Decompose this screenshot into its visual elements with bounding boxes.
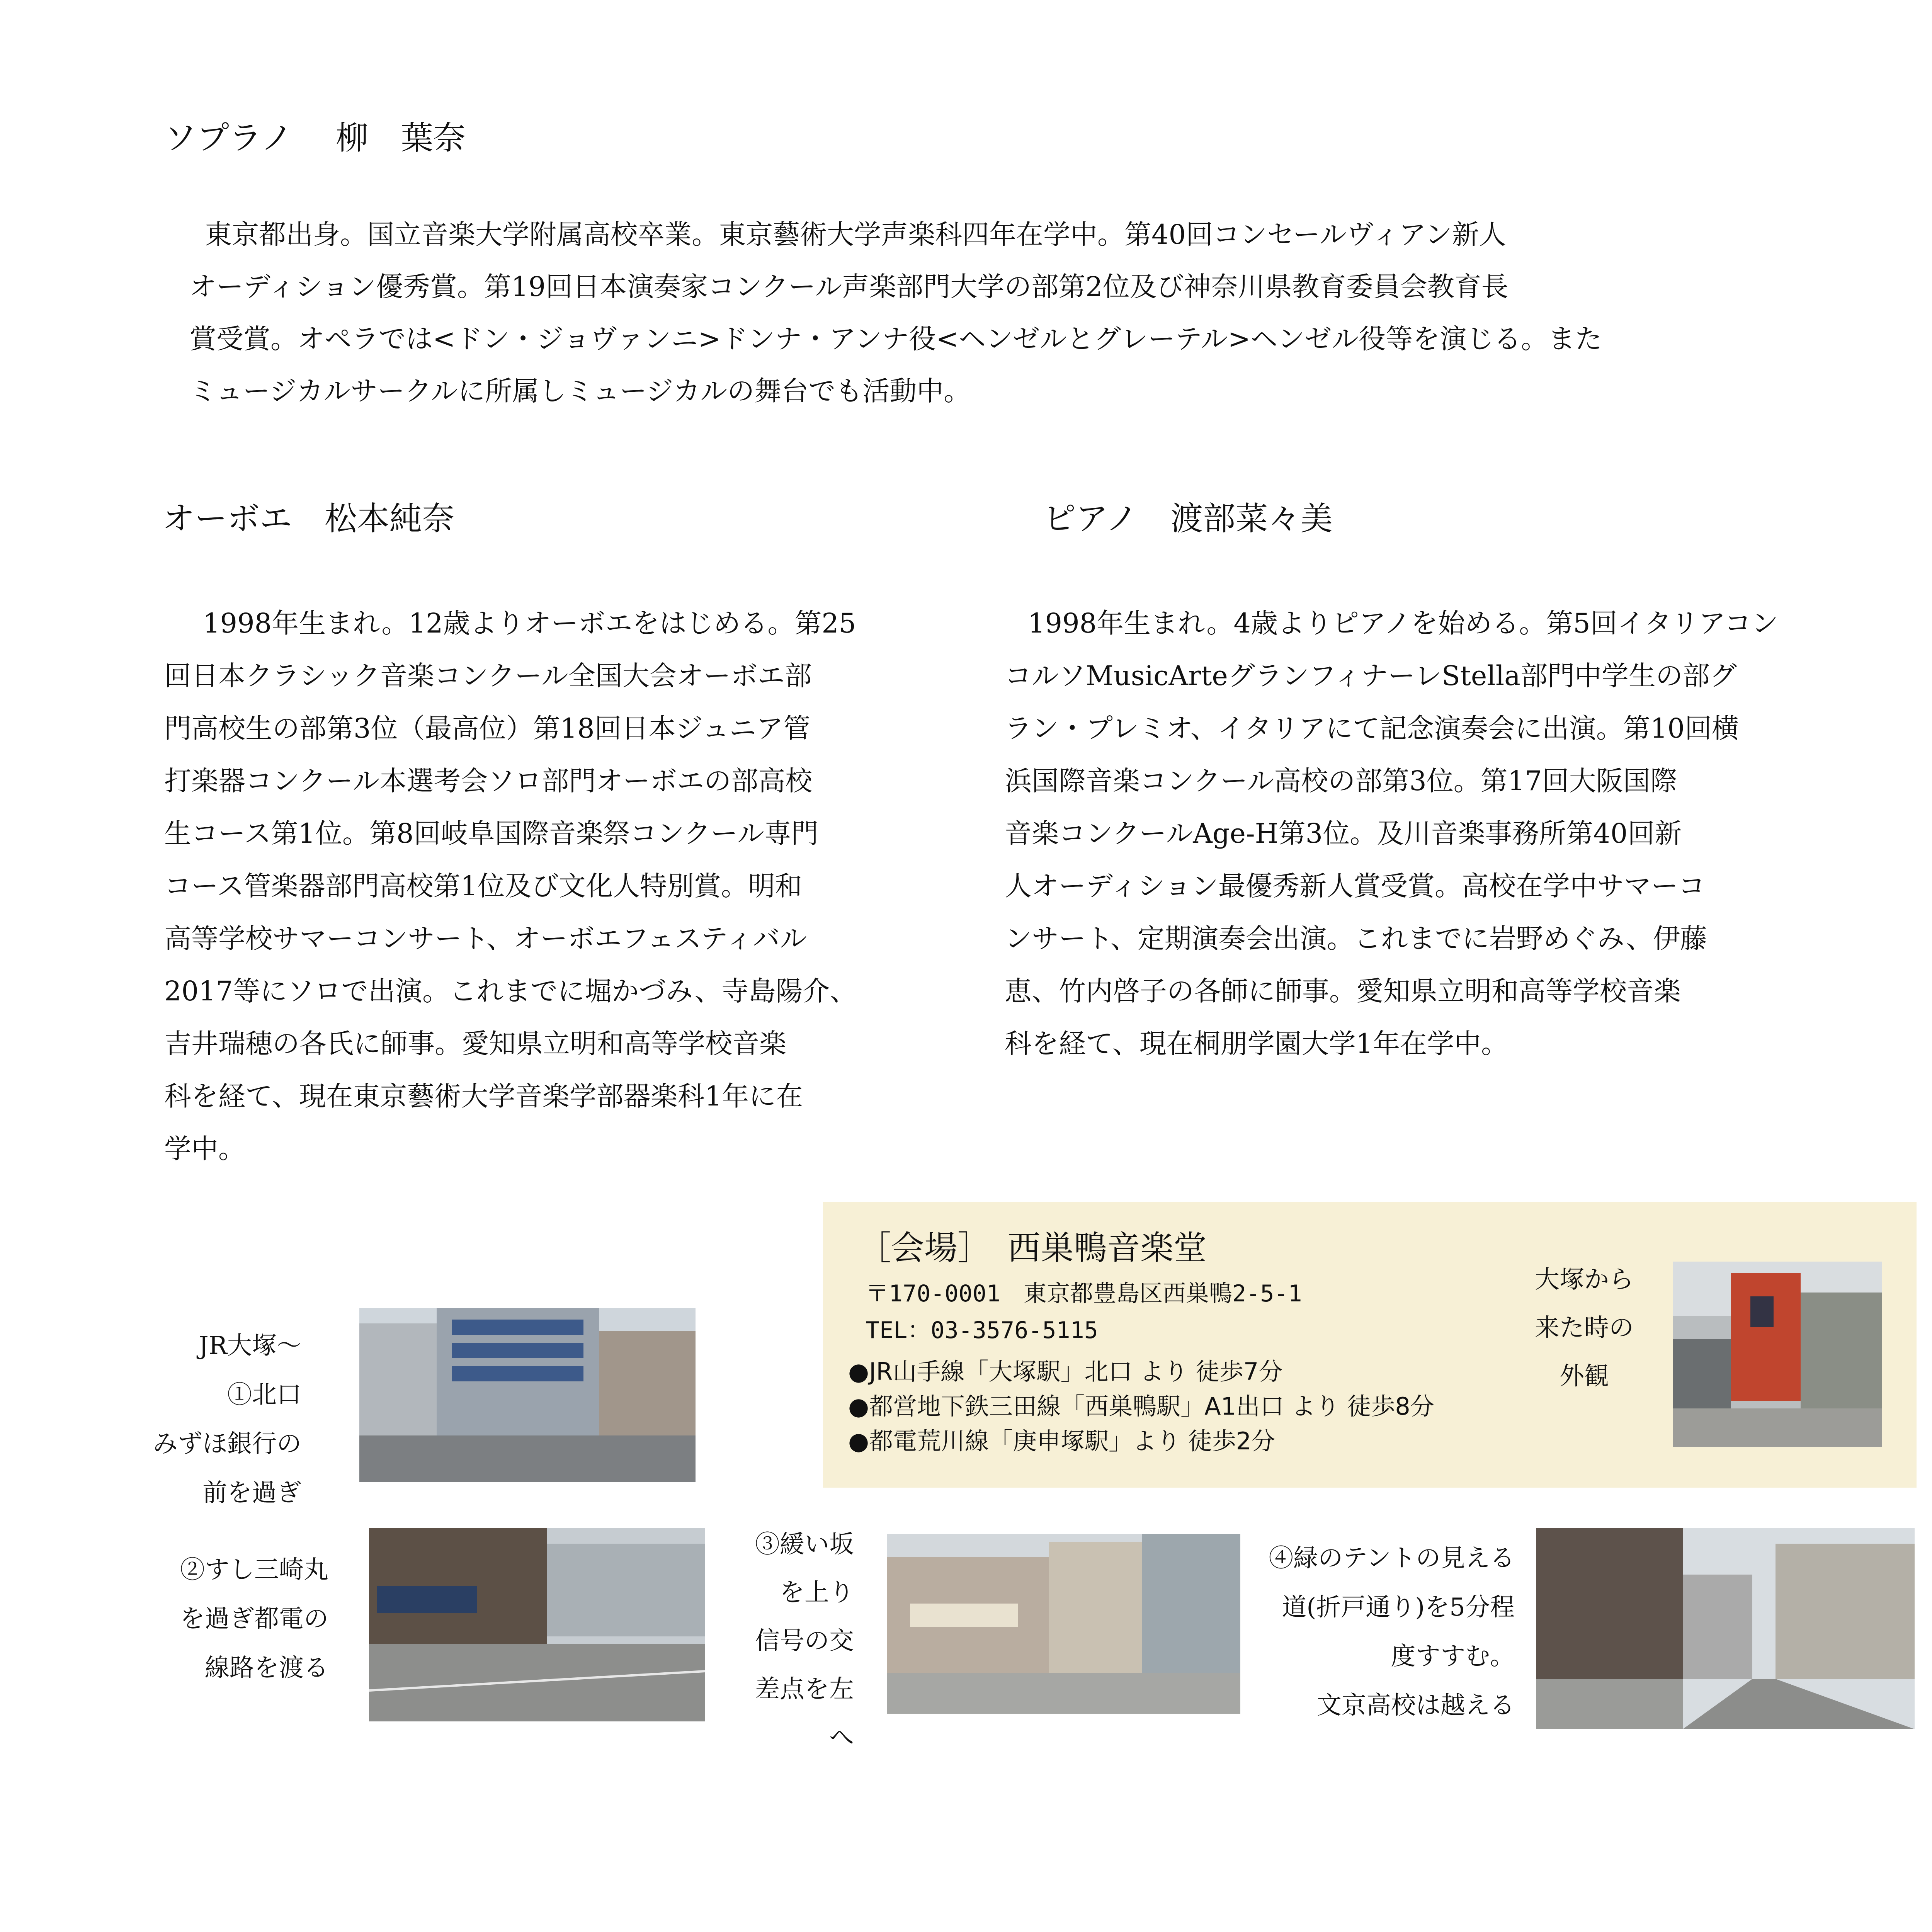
bio-line: 高等学校サマーコンサート、オーボエフェスティバル <box>164 923 807 954</box>
caption-line: を上り <box>780 1578 854 1607</box>
piano-bio <box>1005 597 1893 1070</box>
bio-line: 打楽器コンクール本選考会ソロ部門オーボエの部高校 <box>164 765 813 797</box>
access-line: ●都営地下鉄三田線「西巣鴨駅」A1出口 より 徒歩8分 <box>848 1392 1434 1420</box>
caption-line: みずほ銀行の <box>153 1430 301 1458</box>
bio-line: オーディション優秀賞。第19回日本演奏家コンクール声楽部門大学の部第2位及び神奈川県教育委員会教育長 <box>189 271 1509 303</box>
caption-line: 大塚から <box>1535 1265 1634 1294</box>
direction-step4-text <box>1229 1534 1515 1730</box>
caption-line: 文京高校は越える <box>1317 1691 1515 1720</box>
bio-line: 恵、竹内啓子の各師に師事。愛知県立明和高等学校音楽 <box>1005 975 1681 1007</box>
caption-line: 線路を渡る <box>205 1654 328 1682</box>
bio-line: ンサート、定期演奏会出演。これまでに岩野めぐみ、伊藤 <box>1005 923 1707 954</box>
bio-line: ミュージカルサークルに所属しミュージカルの舞台でも活動中。 <box>189 375 971 407</box>
bio-line: 回日本クラシック音楽コンクール全国大会オーボエ部 <box>164 660 812 692</box>
bio-line: 科を経て、現在東京藝術大学音楽学部器楽科1年に在 <box>164 1080 803 1112</box>
caption-line: ④緑のテントの見える <box>1269 1544 1515 1573</box>
oboe-heading: オーボエ 松本純奈 <box>162 500 455 537</box>
venue-address: 〒170-0001 東京都豊島区西巣鴨2-5-1 <box>866 1280 1302 1307</box>
bio-line: 1998年生まれ。12歳よりオーボエをはじめる。第25 <box>203 607 856 639</box>
piano-heading: ピアノ 渡部菜々美 <box>1043 500 1333 537</box>
caption-line: ③緩い坂 <box>755 1530 854 1559</box>
soprano-heading: ソプラノ 柳 葉奈 <box>164 119 466 157</box>
bio-line: ラン・プレミオ、イタリアにて記念演奏会に出演。第10回横 <box>1005 713 1739 744</box>
bio-line: 1998年生まれ。4歳よりピアノを始める。第5回イタリアコン <box>1028 607 1779 639</box>
access-line: ●都電荒川線「庚申塚駅」より 徒歩2分 <box>848 1427 1276 1455</box>
bio-line: 科を経て、現在桐朋学園大学1年在学中。 <box>1005 1028 1509 1060</box>
direction-step2-photo <box>369 1528 705 1721</box>
caption-line: ①北口 <box>227 1381 301 1409</box>
caption-line: 信号の交 <box>755 1627 854 1655</box>
caption-line: 道(折戸通り)を5分程 <box>1282 1593 1515 1622</box>
bio-line: 音楽コンクールAge-H第3位。及川音楽事務所第40回新 <box>1005 818 1682 849</box>
bio-line: 人オーディション最優秀新人賞受賞。高校在学中サマーコ <box>1005 870 1705 902</box>
bio-line: コース管楽器部門高校第1位及び文化人特別賞。明和 <box>164 870 803 902</box>
access-line: ●JR山手線「大塚駅」北口 より 徒歩7分 <box>848 1357 1283 1386</box>
caption-line: 差点を左 <box>755 1675 854 1704</box>
exterior-caption <box>1515 1256 1654 1401</box>
bio-line: 吉井瑞穂の各氏に師事。愛知県立明和高等学校音楽 <box>164 1028 786 1060</box>
caption-line: へ <box>829 1723 854 1752</box>
venue-title: ［会場］ 西巣鴨音楽堂 <box>858 1229 1207 1267</box>
direction-step3-photo <box>887 1534 1240 1714</box>
bio-line: 賞受賞。オペラでは<ドン・ジョヴァンニ>ドンナ・アンナ役<ヘンゼルとグレーテル>ヘンゼル役等を演じる。また <box>189 323 1602 355</box>
venue-access <box>848 1354 1434 1459</box>
caption-line: JR大塚〜 <box>199 1332 301 1360</box>
bio-line: コルソMusicArteグランフィナーレStella部門中学生の部グ <box>1005 660 1737 692</box>
caption-line: を過ぎ都電の <box>180 1605 328 1633</box>
venue-exterior-photo <box>1673 1262 1882 1447</box>
bio-line: 生コース第1位。第8回岐阜国際音楽祭コンクール専門 <box>164 818 818 849</box>
bio-line: 門高校生の部第3位（最高位）第18回日本ジュニア管 <box>164 713 811 744</box>
caption-line: 度すすむ。 <box>1391 1642 1515 1671</box>
bio-line: 東京都出身。国立音楽大学附属高校卒業。東京藝術大学声楽科四年在学中。第40回コンセールヴィアン新人 <box>205 219 1506 250</box>
bio-line: 2017等にソロで出演。これまでに堀かづみ、寺島陽介、 <box>164 975 857 1007</box>
direction-step4-photo <box>1536 1528 1915 1729</box>
direction-step3-text <box>726 1520 854 1762</box>
caption-line: 外観 <box>1560 1362 1609 1391</box>
caption-line: 来た時の <box>1535 1314 1634 1342</box>
direction-step2-text <box>147 1546 328 1693</box>
direction-step1-photo <box>359 1308 696 1482</box>
direction-step1-text <box>104 1321 301 1518</box>
caption-line: ②すし三崎丸 <box>180 1556 328 1584</box>
bio-line: 浜国際音楽コンクール高校の部第3位。第17回大阪国際 <box>1005 765 1677 797</box>
soprano-bio <box>189 209 1928 417</box>
bio-line: 学中。 <box>164 1133 245 1165</box>
oboe-bio <box>164 597 976 1175</box>
venue-tel: TEL：03-3576-5115 <box>866 1317 1098 1344</box>
caption-line: 前を過ぎ <box>202 1479 301 1507</box>
